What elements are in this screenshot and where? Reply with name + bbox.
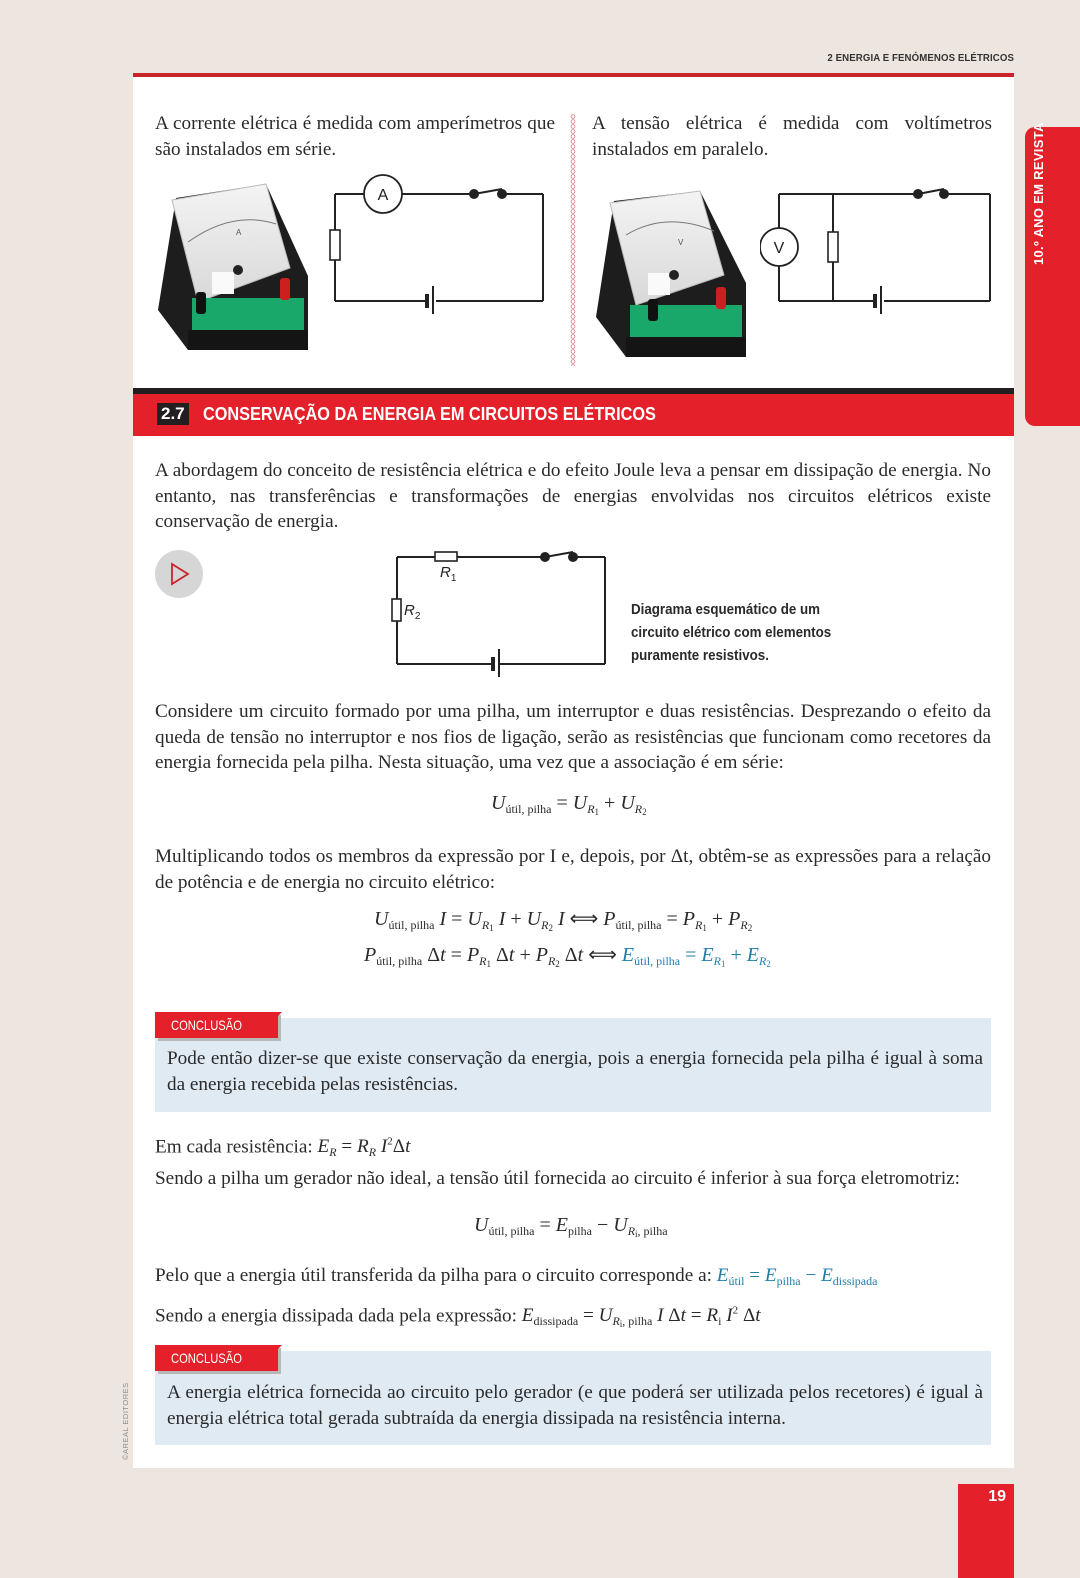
series-ammeter-circuit <box>326 170 556 320</box>
section-header <box>133 388 1014 436</box>
section-number: 2.7 <box>157 403 189 425</box>
voltmeter-photo <box>596 187 754 363</box>
conclusion-text-1: Pode então dizer-se que existe conservação da energia, pois a energia fornecida pela pilha é igual à soma da energia recebida pelas resistências. <box>167 1048 983 1095</box>
svg-text:A: A <box>236 228 242 237</box>
equation-useful-voltage: $U_{útil, pilha} = E_{pilha} - U_{R_i, pilha}$ <box>474 1214 668 1239</box>
diagram-caption: Diagrama esquemático de um circuito elétrico com elementos puramente resistivos. <box>631 602 832 664</box>
svg-text:V: V <box>678 238 684 247</box>
r2-subscript: 2 <box>414 611 421 622</box>
page-number-tab <box>958 1484 1014 1578</box>
equation-energy: $P_{útil, pilha}$ $\Delta t = P_{R_1}$ $\Delta t + P_{R_2}$ Δt ⟺ $E_{útil, pilha} = E_{R_1} + E_{R_2}$ <box>364 944 771 969</box>
r1-subscript: 1 <box>450 573 457 584</box>
r1-label: R <box>440 564 451 581</box>
play-button[interactable] <box>155 550 203 598</box>
useful-energy-line: Pelo que a energia útil transferida da pilha para o circuito corresponde a: $E_{útil} = E_{pilha} - E_{dissipada}$ <box>155 1265 878 1288</box>
voltmeter-symbol-label: V <box>773 240 785 257</box>
svg-text:R1 <box>440 564 457 584</box>
running-head <box>799 52 1014 64</box>
column-divider <box>570 114 576 366</box>
each-resistance-line: Em cada resistência: $E_R = R_R$ $I^2\Delta t$ <box>155 1136 411 1160</box>
ammeter-photo <box>158 180 316 356</box>
play-icon <box>168 561 192 587</box>
conclusion-text-2: A energia elétrica fornecida ao circuito pelo gerador (e que poderá ser utilizada pelos recetores) é igual à energia elétrica total gerada subtraída da energia dissipada na resistência interna. <box>167 1382 983 1429</box>
voltmeter-text: A tensão elétrica é medida com voltímetros instalados em paralelo. <box>592 113 992 160</box>
multiply-paragraph: Multiplicando todos os membros da expressão por I e, depois, por Δt, obtêm-se as expressões para a relação de potência e de energia no circuito elétrico: <box>155 846 991 893</box>
svg-text:R2 <box>404 602 421 622</box>
side-tab-label: 10.º ANO EM REVISTA <box>1031 122 1046 265</box>
consider-paragraph: Considere um circuito formado por uma pilha, um interruptor e duas resistências. Desprezando o efeito da queda de tensão no interruptor e nos fios de ligação, serão as resistências que funcionam como recetores da energia fornecida pela pilha. Nesta situação, uma vez que a associação é em série: <box>155 701 991 773</box>
page-number: 19 <box>988 1488 1006 1505</box>
chapter-title: ENERGIA E FENÓMENOS ELÉTRICOS <box>835 52 1014 64</box>
r2-label: R <box>404 602 415 619</box>
ammeter-symbol-label: A <box>377 187 389 204</box>
dissipated-energy-line: Sendo a energia dissipada dada pela expressão: $E_{dissipada} = U_{R_i, pilha}$ I $\Delta t = R_i$ $I^2$ Δt <box>155 1305 761 1330</box>
equation-voltage-sum: $U_{útil, pilha} = U_{R_1} + U_{R_2}$ <box>491 792 647 817</box>
section-title: CONSERVAÇÃO DA ENERGIA EM CIRCUITOS ELÉTRICOS <box>203 403 656 424</box>
non-ideal-paragraph: Sendo a pilha um gerador não ideal, a tensão útil fornecida ao circuito é inferior à sua força eletromotriz: <box>155 1168 961 1189</box>
copyright-notice: ©AREAL EDITORES <box>121 1382 130 1460</box>
ammeter-text: A corrente elétrica é medida com amperímetros que são instalados em série. <box>155 113 555 160</box>
parallel-voltmeter-circuit <box>760 170 995 320</box>
conclusion-tag-2: CONCLUSÃO <box>155 1345 278 1371</box>
chapter-number: 2 <box>827 52 833 64</box>
conclusion-tag-1: CONCLUSÃO <box>155 1012 278 1038</box>
equation-power: $U_{útil, pilha}$ $I = U_{R_1}$ $I + U_{R_2}$ I ⟺ $P_{útil, pilha} = P_{R_1} + P_{R_2}$ <box>374 908 753 933</box>
resistive-circuit-diagram <box>388 548 613 683</box>
intro-paragraph: A abordagem do conceito de resistência elétrica e do efeito Joule leva a pensar em dissipação de energia. No entanto, nas transferências e transformações de energias envolvidas nos circuitos elétricos existe conservação de energia. <box>155 460 991 532</box>
